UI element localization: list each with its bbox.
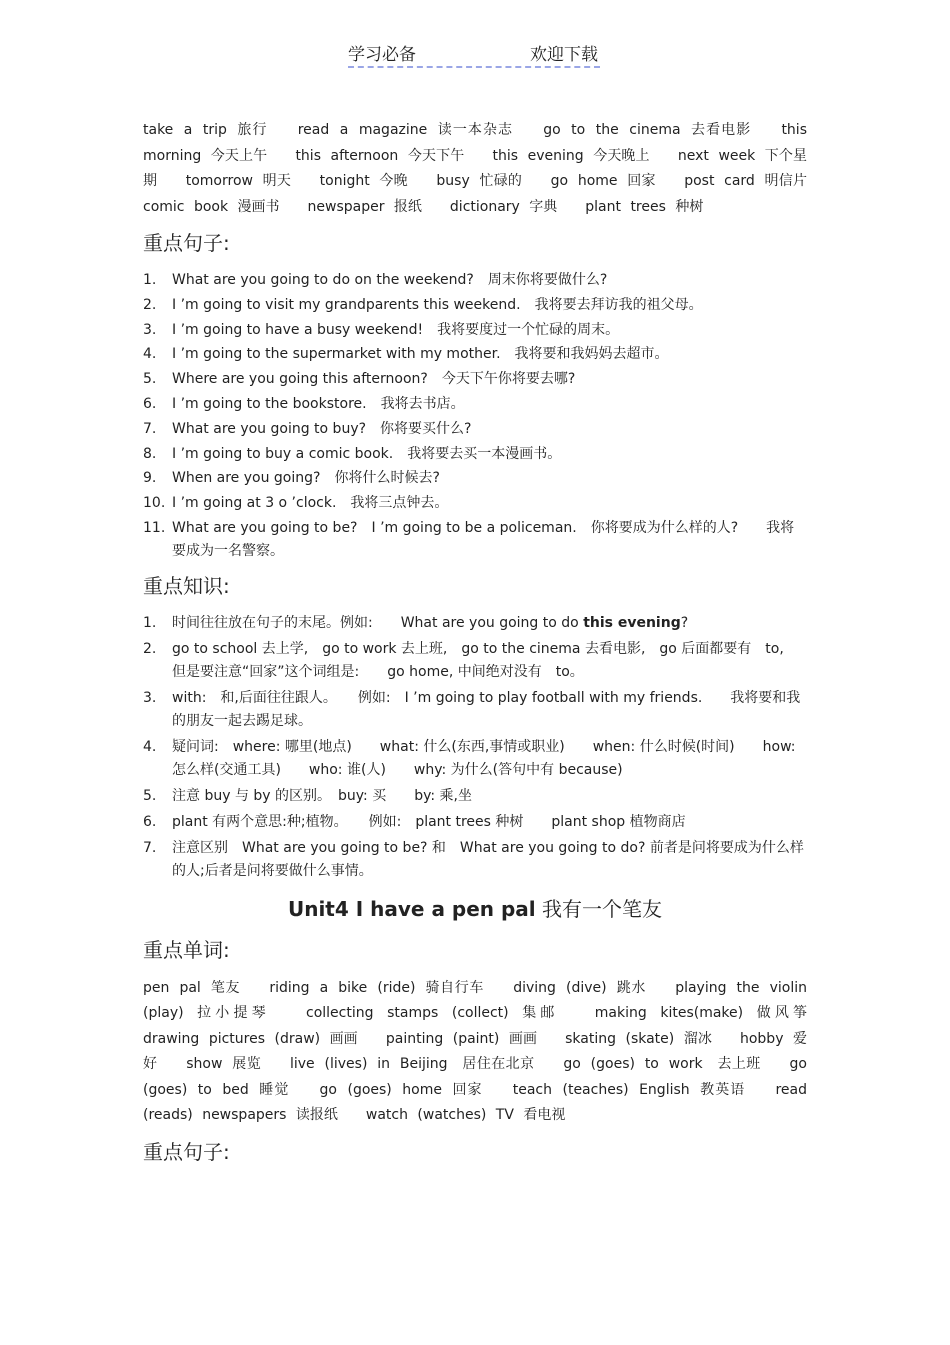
list-item: 5. 注意 buy 与 by 的区别。 buy: 买 by: 乘,坐 [143,787,472,804]
sentences-heading: 重点句子: [143,231,230,255]
knowledge-heading: 重点知识: [143,573,230,598]
list-item: 6. I ’m going to the bookstore. 我将去书店。 [143,395,465,412]
list-item: 6. plant 有两个意思:种;植物。 例如: plant trees 种树 plant shop 植物商店 [143,813,686,830]
header-left-text: 学习必备 [348,45,416,65]
list-item: 10. I ’m going at 3 o ’clock. 我将三点钟去。 [143,495,449,512]
list-item: 3. I ’m going to have a busy weekend! 我将要度过一个忙碌的周末。 [143,321,620,338]
sentences-list [143,269,807,563]
list-item: 3. with: 和,后面往往跟人。 例如: I ’m going to play football with my friends. 我将要和我的朋友一起去踢足球。 [143,689,801,729]
unit-title-en: Unit4 I have a pen pal [287,896,536,921]
list-item: 7. What are you going to buy? 你将要买什么? [143,420,472,437]
list-item: 9. When are you going? 你将什么时候去? [143,470,440,487]
list-item: 4. I ’m going to the supermarket with my mother. 我将要和我妈妈去超市。 [143,346,669,363]
list-item: 2. go to school 去上学, go to work 去上班, go to the cinema 去看电影, go 后面都要有 to, 但是要注意“回家”这个词组是: go home, 中间绝对没有 to。 [143,640,798,680]
list-item: 2. I ’m going to visit my grandparents this weekend. 我将要去拜访我的祖父母。 [143,296,703,313]
document-body [143,118,835,1178]
vocab-paragraph-unit3: take a trip 旅行 read a magazine 读一本杂志 go to the cinema 去看电影 this morning 今天上午 this afternoon 今天下午 this evening 今天晚上 next week 下个星期 tomorrow 明天 tonight 今晚 busy 忙碌的 go home 回家 post card 明信片 comic book 漫画书 newspaper 报纸 dictionary 字典 plant trees 种树 [143,122,835,215]
list-item: 11. What are you going to be? I ’m going to be a policeman. 你将要成为什么样的人? 我将要成为一名警察。 [143,519,795,559]
list-item: 1. What are you going to do on the weekend? 周末你将要做什么? [143,272,608,288]
vocab-paragraph-unit4: pen pal 笔友 riding a bike (ride) 骑自行车 diving (dive) 跳水 playing the violin (play) 拉小提琴 collecting stamps (collect) 集邮 making kites(make) 做风筝 drawing pictures (draw) 画画 painting (paint) 画画 skating (skate) 溜冰 hobby 爱好 show 展览 live (lives) in Beijing 居住在北京 go (goes) to work 去上班 go (goes) to bed 睡觉 go (goes) home 回家 teach (teaches) English 教英语 read (reads) newspapers 读报纸 watch (watches) TV 看电视 [143,979,835,1124]
page-header [348,40,600,68]
knowledge-list [143,612,807,883]
list-item: 1. 时间往往放在句子的末尾。例如: What are you going to do this evening? [143,614,689,631]
words-heading: 重点单词: [143,937,230,962]
unit-title [143,895,807,923]
header-right-text: 欢迎下载 [530,45,598,65]
sentences-heading-2: 重点句子: [143,1139,230,1164]
unit-title-cn: 我有一个笔友 [542,896,663,921]
list-item: 8. I ’m going to buy a comic book. 我将要去买一本漫画书。 [143,445,562,462]
list-item: 5. Where are you going this afternoon? 今天下午你将要去哪? [143,371,576,388]
list-item: 4. 疑问词: where: 哪里(地点) what: 什么(东西,事情或职业) when: 什么时候(时间) how: 怎么样(交通工具) who: 谁(人) why: 为什么(答句中有 because) [143,738,796,778]
list-item: 7. 注意区别 What are you going to be? 和 What are you going to do? 前者是问将要成为什么样的人;后者是问将要做什么事情。 [143,839,804,879]
